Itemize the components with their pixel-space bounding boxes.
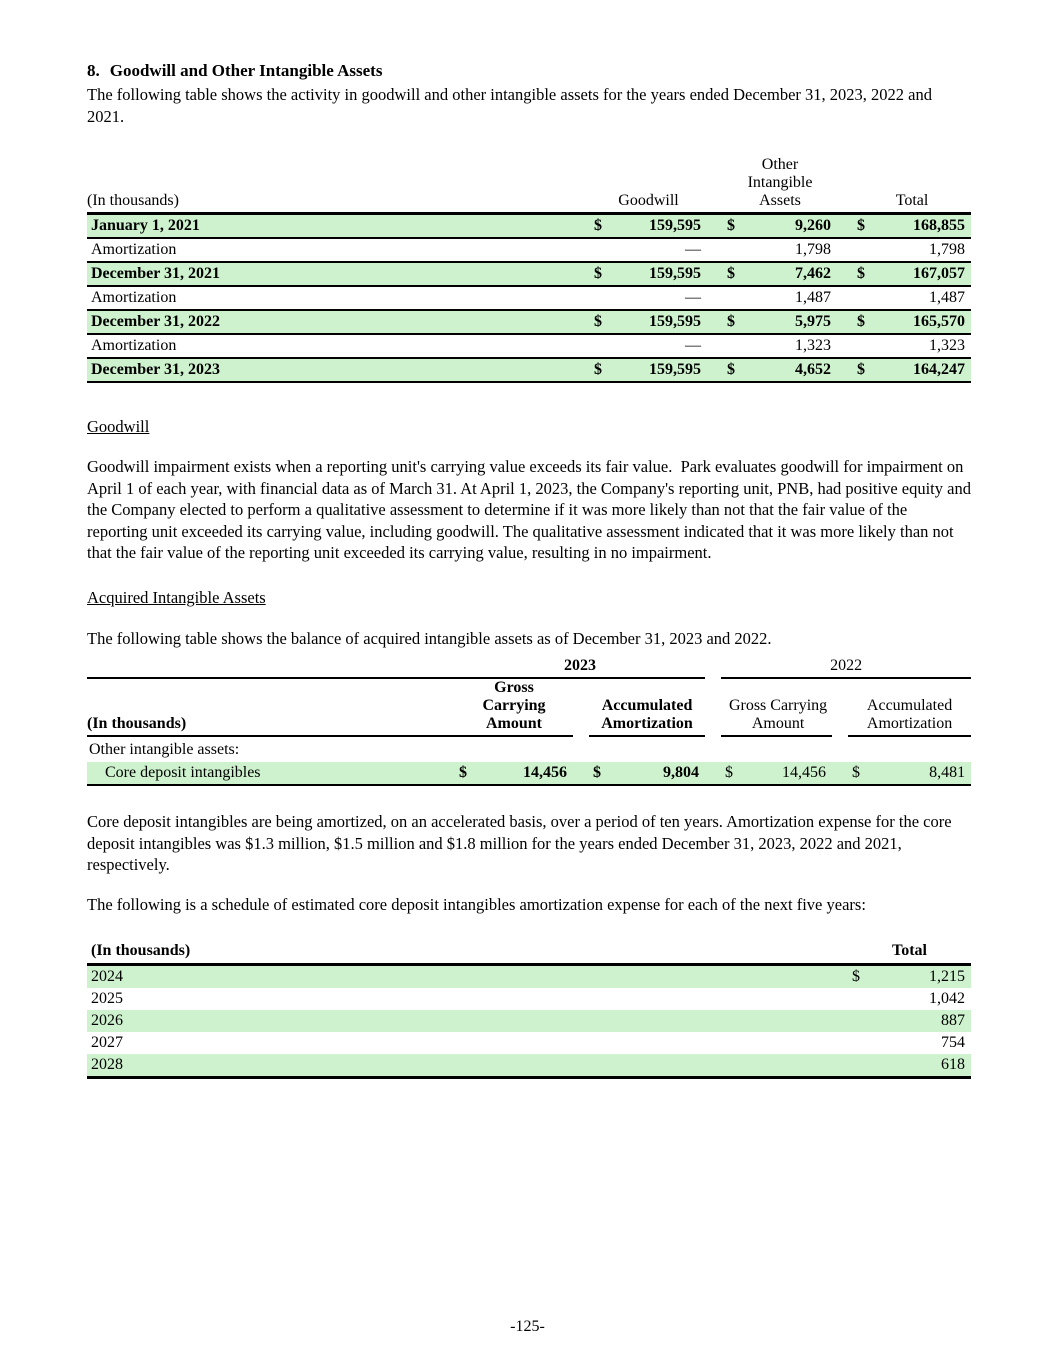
currency-symbol <box>590 238 610 262</box>
gross-carrying-2023-value: 14,456 <box>475 762 573 785</box>
schedule-row-2027 <box>87 1032 971 1054</box>
category-row <box>87 736 971 762</box>
spacer-cell <box>707 286 723 310</box>
spacer-cell <box>707 238 723 262</box>
currency-symbol: $ <box>590 262 610 286</box>
year-group-header-row <box>87 656 971 678</box>
amortization-schedule-table <box>87 940 971 1079</box>
other-intangible-value: 1,798 <box>743 238 837 262</box>
spacer-cell <box>832 965 848 989</box>
currency-symbol: $ <box>721 762 741 785</box>
spacer-cell <box>832 1010 848 1032</box>
accumulated-amortization-2023-header: Accumulated Amortization <box>589 678 705 736</box>
goodwill-value: — <box>610 238 707 262</box>
spacer-cell <box>87 656 455 678</box>
spacer-cell <box>705 762 721 785</box>
row-label: December 31, 2022 <box>87 310 590 334</box>
spacer-cell <box>707 214 723 239</box>
schedule-row-2025 <box>87 988 971 1010</box>
currency-symbol: $ <box>723 358 743 382</box>
currency-symbol <box>848 988 868 1010</box>
currency-symbol: $ <box>853 358 873 382</box>
category-label: Other intangible assets: <box>89 741 240 758</box>
goodwill-value: 159,595 <box>610 214 707 239</box>
total-value: 1,798 <box>873 238 971 262</box>
currency-symbol: $ <box>590 358 610 382</box>
accumulated-amortization-2022-header: Accumulated Amortization <box>848 678 971 736</box>
spacer-cell <box>832 762 848 785</box>
goodwill-value: 159,595 <box>610 358 707 382</box>
row-label: Amortization <box>87 286 590 310</box>
core-deposit-intangibles-row <box>87 762 971 785</box>
goodwill-column-header: Goodwill <box>590 156 707 214</box>
currency-symbol <box>590 334 610 358</box>
spacer-cell <box>832 988 848 1010</box>
goodwill-activity-table <box>87 156 971 383</box>
row-label: Amortization <box>87 238 590 262</box>
year-header-2023: 2023 <box>455 656 705 678</box>
spacer-cell <box>707 310 723 334</box>
acquired-intangible-heading: Acquired Intangible Assets <box>87 587 266 607</box>
spacer-cell <box>705 678 721 736</box>
currency-symbol <box>723 286 743 310</box>
schedule-row-2026 <box>87 1010 971 1032</box>
year-header-2022: 2022 <box>721 656 971 678</box>
spacer-cell <box>707 262 723 286</box>
spacer-cell <box>573 762 589 785</box>
currency-symbol: $ <box>723 310 743 334</box>
schedule-intro-paragraph: The following is a schedule of estimated core deposit intangibles amortization expense for each of the next five years: <box>87 894 866 914</box>
spacer-cell <box>837 262 853 286</box>
gross-carrying-2023-header: Gross Carrying Amount <box>455 678 573 736</box>
spacer-cell <box>832 1032 848 1054</box>
currency-symbol: $ <box>590 214 610 239</box>
goodwill-paragraph: Goodwill impairment exists when a reporting unit's carrying value exceeds its fair value. Park evaluates goodwill for impairment on April 1 of each year, with financial data as of March 31. At April 1, 2023, the Company's reporting unit, PNB, had positive equity and the Company elected to perform a qualitative assessment to determine if it was more likely than not that the fair value of the reporting unit exceeded its carrying value, including goodwill. The qualitative assessment indicated that it was more likely than not that the fair value of the reporting unit exceeded its carrying value, resulting in no impairment. <box>87 457 976 562</box>
goodwill-heading: Goodwill <box>87 417 150 436</box>
row-label: January 1, 2021 <box>87 214 590 239</box>
acquired-intangibles-balance-table <box>87 656 971 786</box>
accumulated-amortization-2022-value: 8,481 <box>868 762 971 785</box>
currency-symbol <box>853 334 873 358</box>
table-row-december-31-2021 <box>87 262 971 286</box>
currency-symbol: $ <box>853 214 873 239</box>
gross-carrying-2022-header: Gross Carrying Amount <box>721 678 832 736</box>
currency-symbol <box>853 286 873 310</box>
currency-symbol: $ <box>853 310 873 334</box>
table-row-january-1-2021 <box>87 214 971 239</box>
acquired-intro-paragraph: The following table shows the balance of acquired intangible assets as of December 31, 2023 and 2022. <box>87 628 772 648</box>
spacer-cell <box>837 334 853 358</box>
currency-symbol <box>848 1032 868 1054</box>
row-label: Amortization <box>87 334 590 358</box>
amount-value: 887 <box>868 1010 971 1032</box>
spacer-cell <box>707 334 723 358</box>
spacer-cell <box>837 238 853 262</box>
spacer-cell <box>832 1054 848 1078</box>
amortization-paragraph: Core deposit intangibles are being amortized, on an accelerated basis, over a period of ten years. Amortization expense for the core deposit intangibles was $1.3 million, $1.5 million and $1.8 million for the years ended December 31, 2023, 2022 and 2021, respectively. <box>87 812 956 874</box>
section-title-text: Goodwill and Other Intangible Assets <box>109 61 383 80</box>
total-value: 1,323 <box>873 334 971 358</box>
year-label: 2028 <box>87 1054 832 1078</box>
activity-header-row <box>87 156 971 214</box>
currency-symbol: $ <box>853 262 873 286</box>
table-row-december-31-2023 <box>87 358 971 382</box>
other-intangible-column-header: Other Intangible Assets <box>723 156 837 214</box>
currency-symbol: $ <box>848 965 868 989</box>
spacer-cell <box>837 214 853 239</box>
total-value: 167,057 <box>873 262 971 286</box>
schedule-row-2028 <box>87 1054 971 1078</box>
currency-symbol <box>848 1010 868 1032</box>
other-intangible-value: 9,260 <box>743 214 837 239</box>
goodwill-value: — <box>610 334 707 358</box>
total-value: 164,247 <box>873 358 971 382</box>
table-row-amortization-2021 <box>87 238 971 262</box>
spacer-cell <box>573 678 589 736</box>
amount-value: 1,042 <box>929 990 966 1007</box>
currency-symbol: $ <box>589 762 609 785</box>
currency-symbol <box>590 286 610 310</box>
table-row-amortization-2022 <box>87 286 971 310</box>
section-number: 8. <box>87 61 100 80</box>
row-label: December 31, 2021 <box>87 262 590 286</box>
total-value: 168,855 <box>873 214 971 239</box>
goodwill-value: 159,595 <box>610 262 707 286</box>
balance-column-header-row <box>87 678 971 736</box>
currency-symbol: $ <box>848 762 868 785</box>
gross-carrying-2022-value: 14,456 <box>741 762 832 785</box>
total-column-header: Total <box>853 156 971 214</box>
page-content <box>87 60 976 1079</box>
spacer-cell <box>705 656 721 678</box>
spacer-cell <box>837 310 853 334</box>
currency-symbol: $ <box>723 214 743 239</box>
accumulated-amortization-2023-value: 9,804 <box>609 762 705 785</box>
table-row-december-31-2022 <box>87 310 971 334</box>
other-intangible-value: 7,462 <box>743 262 837 286</box>
schedule-header-row <box>87 940 971 965</box>
goodwill-value: — <box>610 286 707 310</box>
spacer-cell <box>707 358 723 382</box>
goodwill-value: 159,595 <box>610 310 707 334</box>
spacer-cell <box>832 678 848 736</box>
total-column-header: Total <box>848 940 971 965</box>
other-intangible-value: 1,323 <box>743 334 837 358</box>
currency-symbol: $ <box>723 262 743 286</box>
intro-paragraph: The following table shows the activity in goodwill and other intangible assets for the years ended December 31, 2023, 2022 and 2021. <box>87 85 937 126</box>
amount-value: 1,215 <box>868 965 971 989</box>
page-number: -125- <box>510 1318 545 1335</box>
other-intangible-value: 5,975 <box>743 310 837 334</box>
section-title <box>87 60 971 81</box>
total-value: 1,487 <box>873 286 971 310</box>
row-label: Core deposit intangibles <box>87 762 455 785</box>
in-thousands-label: (In thousands) <box>87 940 832 965</box>
year-label: 2024 <box>87 965 832 989</box>
schedule-row-2024 <box>87 965 971 989</box>
currency-symbol <box>853 238 873 262</box>
year-label: 2025 <box>91 990 123 1007</box>
currency-symbol <box>723 238 743 262</box>
total-value: 165,570 <box>873 310 971 334</box>
spacer-cell <box>707 156 723 214</box>
year-label: 2027 <box>91 1034 123 1051</box>
in-thousands-label: (In thousands) <box>87 678 455 736</box>
amount-value: 618 <box>868 1054 971 1078</box>
amount-value: 754 <box>941 1034 966 1051</box>
table-row-amortization-2023 <box>87 334 971 358</box>
currency-symbol: $ <box>455 762 475 785</box>
spacer-cell <box>832 940 848 965</box>
other-intangible-value: 1,487 <box>743 286 837 310</box>
other-intangible-value: 4,652 <box>743 358 837 382</box>
currency-symbol <box>848 1054 868 1078</box>
year-label: 2026 <box>87 1010 832 1032</box>
currency-symbol: $ <box>590 310 610 334</box>
row-label: December 31, 2023 <box>87 358 590 382</box>
spacer-cell <box>837 156 853 214</box>
spacer-cell <box>837 358 853 382</box>
spacer-cell <box>837 286 853 310</box>
in-thousands-label: (In thousands) <box>87 156 590 214</box>
currency-symbol <box>723 334 743 358</box>
